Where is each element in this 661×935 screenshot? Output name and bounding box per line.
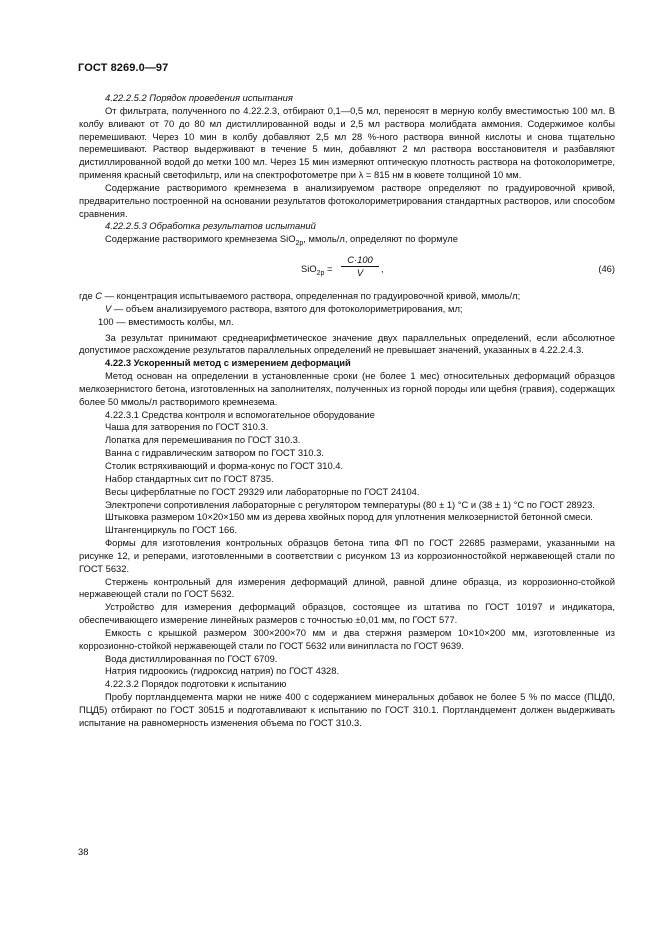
subsection-heading-preparation: 4.22.3.2 Порядок подготовки к испытанию (105, 678, 287, 690)
section-heading-accelerated-method: 4.22.3 Ускоренный метод с измерением деформаций (105, 357, 351, 369)
paragraph-container: Емкость с крышкой размером 300×200×70 мм и два стержня размером 10×10×200 мм, изготовленные из коррозионно-стойкой нержавеющей стали по ГОСТ 5632 или винипласта по ГОСТ 9639. (79, 626, 615, 651)
definition-symbol: C (95, 290, 103, 301)
intro-prefix: Содержание растворимого кремнезема SiO (105, 233, 296, 245)
section-heading-processing: 4.22.2.5.3 Обработка результатов испытаний (105, 220, 316, 232)
paragraph-electric-furnaces: Электропечи сопротивления лабораторные с регулятором температуры (80 ± 1) °С и (38 ± 1) °С по ГОСТ 28923. (105, 498, 595, 510)
definition-text: — объем анализируемого раствора, взятого для фотоколориметрирования, мл; (111, 302, 463, 314)
definition-prefix: где (79, 290, 96, 301)
list-item: Штангенциркуль по ГОСТ 166. (105, 524, 238, 536)
list-item: Натрия гидроокись (гидроксид натрия) по ГОСТ 4328. (105, 665, 340, 677)
paragraph-molds: Формы для изготовления контрольных образцов бетона типа ФП по ГОСТ 22685 размерами, указанными на рисунке 12, и реперами, изготовленными в соответствии с рисунком 13 из коррозионностойкой нержавеющей стали по ГОСТ 5632. (79, 537, 615, 574)
paragraph-control-bar: Стержень контрольный для измерения деформаций длиной, равной длине образца, из коррозионно-стойкой нержавеющей стали по ГОСТ 5632. (79, 575, 615, 600)
formula-definitions (79, 290, 615, 329)
definition-100: 100 — вместимость колбы, мл. (98, 315, 234, 327)
definition-symbol: V (105, 302, 112, 314)
list-item: Ванна с гидравлическим затвором по ГОСТ 310.3. (105, 447, 324, 459)
paragraph-procedure: От фильтрата, полученного по 4.22.2.3, отбирают 0,1—0,5 мл, переносят в мерную колбу вместимостью 100 мл. В колбу вливают от 70 до 80 мл дистиллированной воды и 2,5 мл раствора молибдата аммония. Содержимое колбы перемешивают. Через 10 мин в колбу добавляют 2,5 мл 28 %-ного раствора винной кислоты и снова тщательно перемешивают. Раствор выдерживают в течение 5 мин, добавляют 2 мл раствора восстановителя и разбавляют дистиллированной водой до метки 100 мл. Через 15 мин измеряют оптическую плотность раствора на фотоколориметре, применяя красный светофильтр, или на спектрофотометре при λ = 815 нм в кювете толщиной 10 мм. (79, 104, 615, 181)
list-item: Набор стандартных сит по ГОСТ 8735. (105, 472, 274, 484)
formula-lhs (301, 263, 333, 281)
paragraph-result: За результат принимают среднеарифметическое значение двух параллельных определений, если абсолютное допустимое расхождение результатов параллельных определений не превышает значений, указанных в 4.22.2.4.3. (79, 331, 615, 356)
list-item: Чаша для затворения по ГОСТ 310.3. (105, 421, 269, 433)
definition-c (79, 290, 615, 303)
intro-suffix: , ммоль/л, определяют по формуле (303, 233, 458, 245)
definition-text: — концентрация испытываемого раствора, определенная по градуировочной кривой, ммоль/л; (102, 290, 521, 301)
formula-lhs-subscript: 2р (316, 269, 325, 277)
formula-comma: , (381, 263, 384, 274)
document-header: ГОСТ 8269.0—97 (78, 62, 169, 74)
definition-v (79, 303, 615, 316)
formula-number: (46) (598, 263, 615, 274)
section-heading-procedure: 4.22.2.5.2 Порядок проведения испытания (105, 92, 293, 103)
list-item: Весы циферблатные по ГОСТ 29329 или лабораторные по ГОСТ 24104. (105, 485, 420, 497)
paragraph-method: Метод основан на определении в установленные сроки (не более 1 мес) относительных деформаций образцов мелкозернистого бетона, изготовленных на заполнителях, полученных из горной породы или щебня (гравия), содержащих более 50 ммоль/л растворимого кремнезема. (79, 370, 615, 407)
formula-numerator: C·100 (341, 254, 379, 267)
formula-denominator: V (356, 267, 364, 278)
list-item: Лопатка для перемешивания по ГОСТ 310.3. (105, 434, 301, 446)
formula-lhs-symbol: SiO (301, 263, 317, 274)
paragraph-cement-sample: Пробу портландцемента марки не ниже 400 с содержанием минеральных добавок не более 5 % по массе (ПЦД0, ПЦД5) отбирают по ГОСТ 30515 и подготавливают к испытанию по ГОСТ 310.1. Портландцемент должен выдерживать испытание на равномерность изменения объема по ГОСТ 310.3. (79, 691, 615, 728)
list-item: Вода дистиллированная по ГОСТ 6709. (105, 652, 278, 664)
paragraph-measuring-device: Устройство для измерения деформаций образцов, состоящее из штатива по ГОСТ 10197 и индикатора, обеспечивающего измерение линейных размеров с точностью ±0,01 мм, по ГОСТ 577. (79, 601, 615, 626)
paragraph-calibration: Содержание растворимого кремнезема в анализируемом растворе определяют по градуировочной кривой, предварительно построенной на основании результатов фотоколориметрирования стандартных растворов, или способом сравнения. (79, 181, 615, 219)
page-number: 38 (78, 846, 89, 857)
paragraph-formula-intro (79, 233, 615, 251)
page-body (79, 92, 615, 730)
intro-subscript: 2р (295, 240, 304, 248)
formula-equals: = (324, 263, 333, 274)
list-item: Столик встряхивающий и форма-конус по ГОСТ 310.4. (105, 459, 344, 471)
formula-46 (79, 252, 615, 288)
subsection-heading-equipment: 4.22.3.1 Средства контроля и вспомогательное оборудование (105, 408, 375, 420)
formula-fraction (341, 254, 379, 279)
paragraph-rod: Штыковка размером 10×20×150 мм из дерева хвойных пород для уплотнения мелкозернистой бетонной смеси. (105, 511, 593, 523)
